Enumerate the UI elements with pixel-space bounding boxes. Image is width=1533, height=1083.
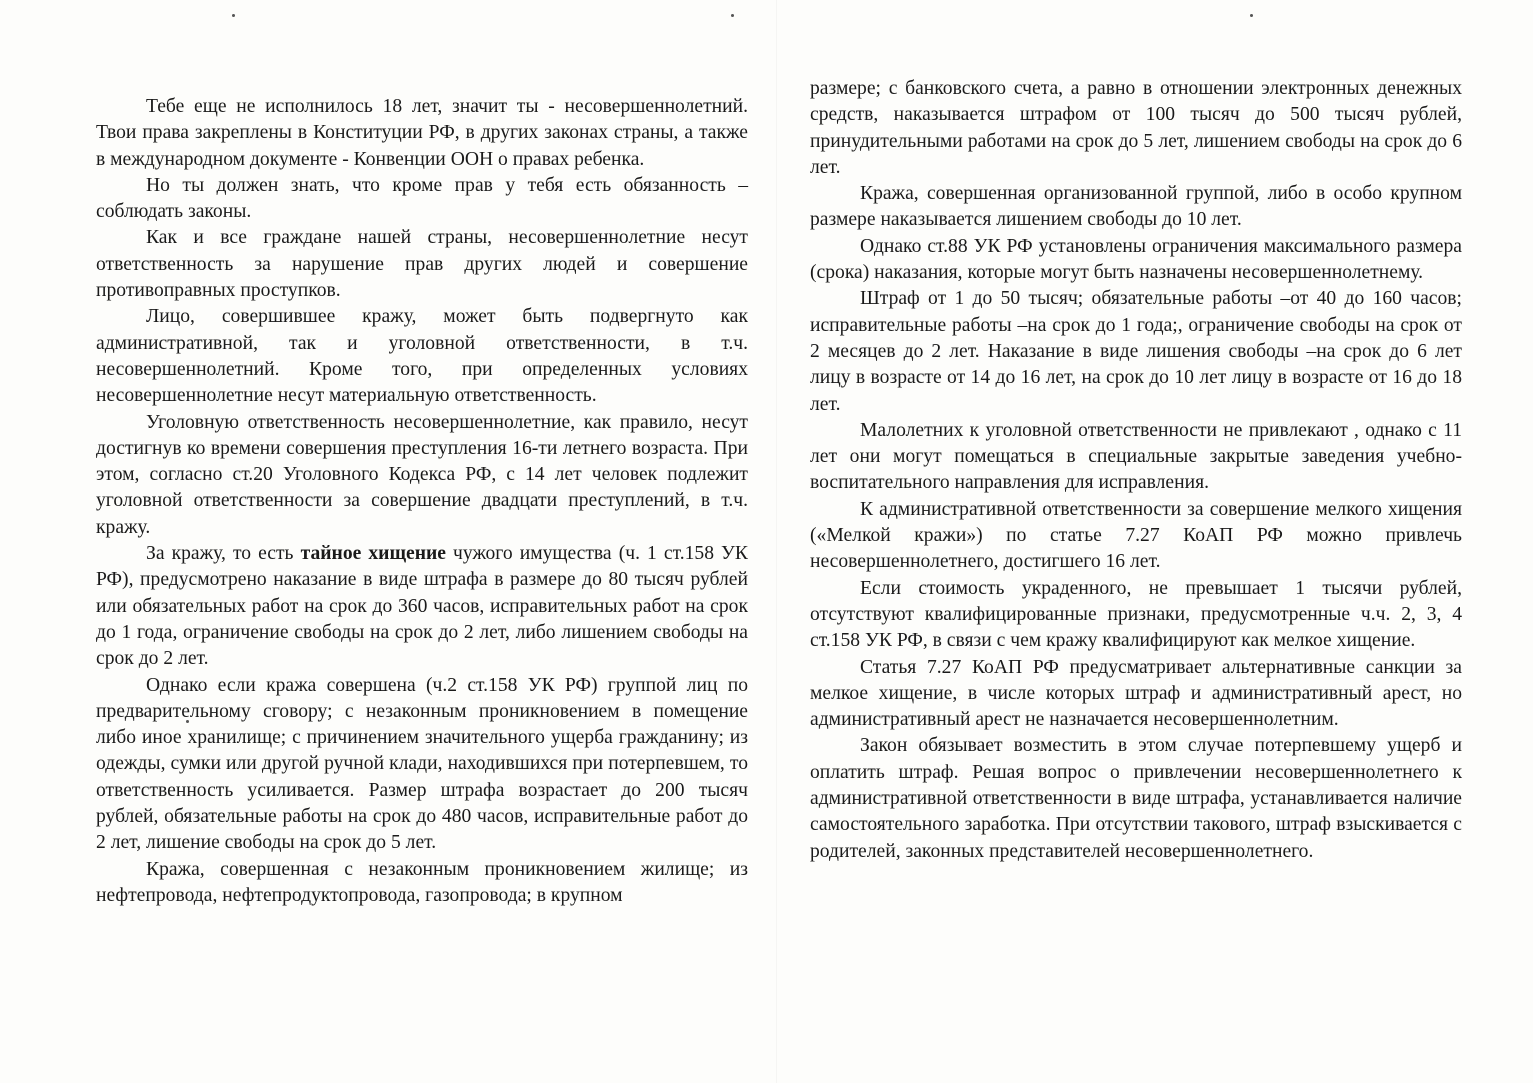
paragraph: Но ты должен знать, что кроме прав у тебя есть обязанность – соблюдать законы. [96,174,748,223]
paragraph: Однако ст.88 УК РФ установлены ограничения максимального размера (срока) наказания, которые могут быть назначены несовершеннолетнему. [810,235,1462,284]
paragraph: Штраф от 1 до 50 тысяч; обязательные работы –от 40 до 160 часов; исправительные работы –на срок до 1 года;, ограничение свободы на срок от 2 месяцев до 2 лет. Наказание в виде лишения свободы –на срок до 6 лет лицу в возрасте от 14 до 16 лет, на срок до 10 лет лицу в возрасте от 16 до 18 лет. [810,288,1462,415]
scan-speck [1250,14,1253,17]
text-run: За кражу, то есть [146,543,301,565]
paragraph: Однако если кража совершена (ч.2 ст.158 УК РФ) группой лиц по предварительному сговору; с незаконным проникновением в помещение либо иное хранилище; с причинением значительного ущерба гражданину; из одежды, сумки или другой ручной клади, находившихся при потерпевшем, то ответственность усиливается. Размер штрафа возрастает до 200 тысяч рублей, обязательные работы на срок до 480 часов, исправительные работ до 2 лет, лишение свободы на срок до 5 лет. [96,674,748,854]
paragraph: Лицо, совершившее кражу, может быть подвергнуто как административной, так и уголовной ответственности, в т.ч. несовершеннолетний. Кроме того, при определенных условиях несовершеннолетние несут материальную ответственность. [96,306,748,407]
scan-speck [731,14,734,17]
paragraph: Кража, совершенная с незаконным проникновением жилище; из нефтепровода, нефтепродуктопровода, газопровода; в крупном [96,858,748,906]
paragraph-continued: размере; с банковского счета, а равно в отношении электронных денежных средств, наказывается штрафом от 100 тысяч до 500 тысяч рублей, принудительными работами на срок до 5 лет, лишением свободы на срок до 6 лет. [810,78,1462,178]
paragraph: Малолетних к уголовной ответственности не привлекают , однако с 11 лет они могут помещаться в специальные закрытые заведения учебно-воспитательного направления для исправления. [810,419,1462,494]
page-fold-line [776,0,777,1083]
scan-speck [232,14,235,17]
paragraph: К административной ответственности за совершение мелкого хищения («Мелкой кражи») по статье 7.27 КоАП РФ можно привлечь несовершеннолетнего, достигшего 16 лет. [810,498,1462,573]
text-run: чужого имущества (ч. 1 ст.158 УК РФ), предусмотрено наказание в виде штрафа в размере до 80 тысяч рублей или обязательных работ на срок до 360 часов, исправительных работ на срок до 1 года, ограничение свободы на срок до 2 лет, либо лишением свободы на срок до 2 лет. [96,543,749,670]
bold-term: тайное хищение [300,543,446,565]
paragraph: Если стоимость украденного, не превышает 1 тысячи рублей, отсутствуют квалифицированные признаки, предусмотренные ч.ч. 2, 3, 4 ст.158 УК РФ, в связи с чем кражу квалифицируют как мелкое хищение. [810,577,1462,652]
paragraph: Статья 7.27 КоАП РФ предусматривает альтернативные санкции за мелкое хищение, в числе которых штраф и административный арест, но административный арест не назначается несовершеннолетним. [810,656,1462,731]
right-column [810,76,1462,865]
left-column [96,94,748,909]
paragraph: Уголовную ответственность несовершеннолетние, как правило, несут достигнув ко времени совершения преступления 16-ти летнего возраста. При этом, согласно ст.20 Уголовного Кодекса РФ, с 14 лет человек подлежит уголовной ответственности за совершение двадцати преступлений, в т.ч. кражу. [96,411,748,538]
paragraph: Как и все граждане нашей страны, несовершеннолетние несут ответственность за нарушение прав других людей и совершение противоправных проступков. [96,227,748,302]
paragraph: Закон обязывает возместить в этом случае потерпевшему ущерб и оплатить штраф. Решая вопрос о привлечении несовершеннолетнего к административной ответственности в виде штрафа, устанавливается наличие самостоятельного заработка. При отсутствии такового, штраф взыскивается с родителей, законных представителей несовершеннолетнего. [810,735,1462,862]
paragraph: Кража, совершенная организованной группой, либо в особо крупном размере наказывается лишением свободы до 10 лет. [810,183,1462,231]
paragraph: Тебе еще не исполнилось 18 лет, значит ты - несовершеннолетний. Твои права закреплены в Конституции РФ, в других законах страны, а также в международном документе - Конвенции ООН о правах ребенка. [96,96,748,170]
paragraph-theft-definition [96,541,748,672]
